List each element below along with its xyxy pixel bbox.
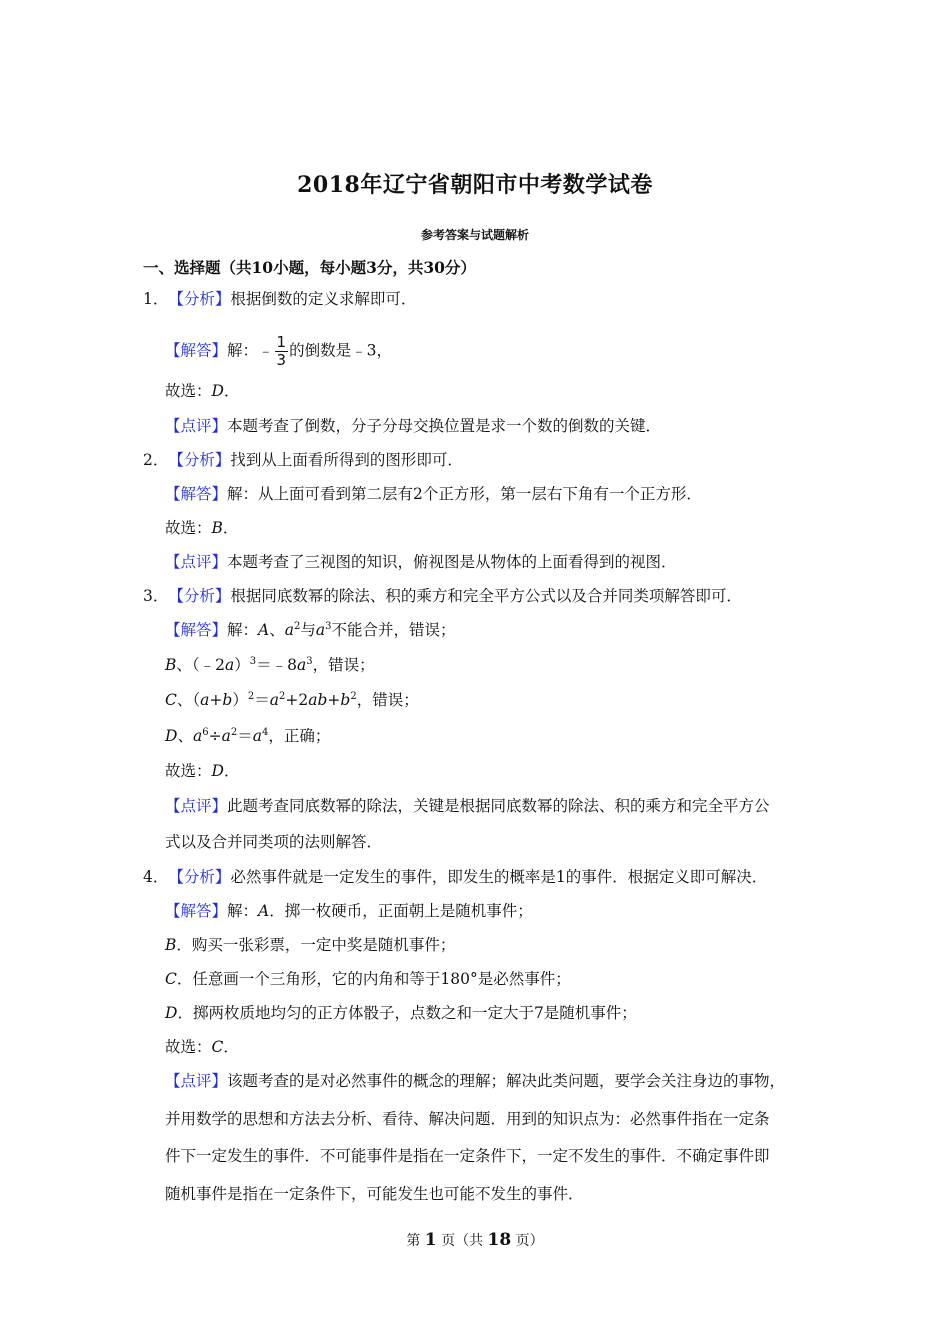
q3-answer-a: 【解答】解：A、$a^2$与$a^3$不能合并，错误； [165, 621, 456, 639]
q1-comment: 【点评】本题考查了倒数，分子分母交换位置是求一个数的倒数的关键． [165, 417, 662, 435]
analysis-tag: 【分析】 [168, 868, 231, 886]
comment-tag: 【点评】 [165, 553, 228, 571]
page-number: 1 [424, 1230, 437, 1250]
answer-tag: 【解答】 [165, 485, 228, 503]
q2-choice: 故选：B． [165, 519, 239, 537]
q2-analysis: 2．【分析】找到从上面看所得到的图形即可． [143, 451, 463, 469]
comment-tag: 【点评】 [165, 1072, 228, 1090]
analysis-tag: 【分析】 [168, 451, 231, 469]
q4-choice: 故选：C． [165, 1038, 239, 1056]
total-pages: 18 [487, 1230, 512, 1250]
q3-comment-line-2: 式以及合并同类项的法则解答． [165, 833, 383, 851]
section-heading: 一、选择题（共10小题，每小题3分，共30分） [143, 258, 476, 277]
q3-comment-line-1: 【点评】此题考查同底数幂的除法，关键是根据同底数幂的除法、积的乘方和完全平方公 [165, 797, 770, 815]
q4-comment-line-1: 【点评】该题考查的是对必然事件的概念的理解；解决此类问题，要学会关注身边的事物， [165, 1072, 786, 1090]
analysis-tag: 【分析】 [168, 587, 231, 605]
page-footer: 第 1 页（共 18 页） [406, 1230, 544, 1250]
q4-comment-line-4: 随机事件是指在一定条件下，可能发生也可能不发生的事件． [165, 1185, 584, 1203]
q3-analysis: 3．【分析】根据同底数幂的除法、积的乘方和完全平方公式以及合并同类项解答即可． [143, 587, 742, 605]
q4-option-d: D．掷两枚质地均匀的正方体骰子，点数之和一定大于7是随机事件； [165, 1004, 637, 1022]
q3-option-c: C、$(a+b)^2=a^2+2ab+b^2$，错误； [165, 691, 419, 709]
page-subtitle: 参考答案与试题解析 [420, 228, 529, 242]
q3-option-b: B、$(﹣2a)^3=﹣8a^3$，错误； [165, 656, 375, 674]
q2-answer: 【解答】解：从上面可看到第二层有2个正方形，第一层右下角有一个正方形． [165, 485, 702, 503]
fraction-one-third: $\frac{1}{3}$ [276, 333, 287, 369]
answer-tag: 【解答】 [165, 341, 228, 360]
q1-analysis: 1．【分析】根据倒数的定义求解即可． [143, 290, 417, 308]
answer-tag: 【解答】 [165, 621, 228, 639]
q2-comment: 【点评】本题考查了三视图的知识，俯视图是从物体的上面看得到的视图． [165, 553, 677, 571]
q4-comment-line-3: 件下一定发生的事件．不可能事件是指在一定条件下，一定不发生的事件．不确定事件即 [165, 1147, 770, 1165]
q1-choice: 故选：D． [165, 382, 240, 400]
comment-tag: 【点评】 [165, 797, 228, 815]
q4-analysis: 4．【分析】必然事件就是一定发生的事件，即发生的概率是1的事件．根据定义即可解决． [143, 868, 768, 886]
q4-option-b: B．购买一张彩票，一定中奖是随机事件； [165, 936, 456, 954]
q3-option-d: D、$a^6\div a^2=a^4$，正确； [165, 727, 331, 745]
analysis-tag: 【分析】 [168, 290, 231, 308]
comment-tag: 【点评】 [165, 417, 228, 435]
q4-option-c: C．任意画一个三角形，它的内角和等于180°是必然事件； [165, 970, 571, 988]
question-number: 4． [143, 868, 169, 886]
page-title: 2018年辽宁省朝阳市中考数学试卷 [297, 172, 653, 198]
question-number: 1． [143, 290, 169, 308]
question-number: 3． [143, 587, 169, 605]
question-number: 2． [143, 451, 169, 469]
q3-choice: 故选：D． [165, 762, 240, 780]
q1-answer: 【解答】解：﹣ $\frac{1}{3}$ 的倒数是﹣3， [165, 333, 392, 369]
q4-comment-line-2: 并用数学的思想和方法去分析、看待、解决问题．用到的知识点为：必然事件指在一定条 [165, 1110, 770, 1128]
q4-answer-a: 【解答】解：A．掷一枚硬币，正面朝上是随机事件； [165, 902, 533, 920]
answer-tag: 【解答】 [165, 902, 228, 920]
